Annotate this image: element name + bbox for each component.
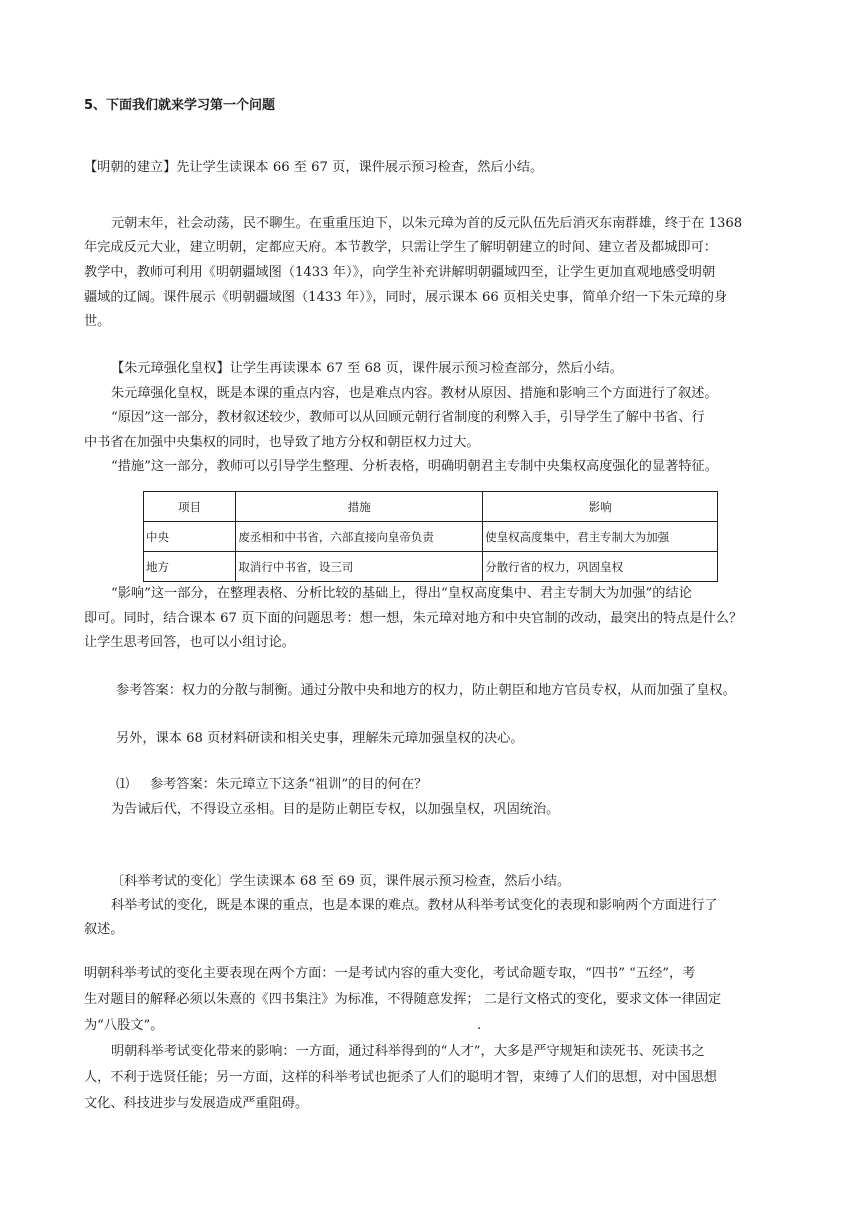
zhu-power-intro: 【朱元璋强化皇权】让学生再读课本 67 至 68 页，课件展示预习检查部分，然后小结。 [111, 361, 623, 376]
exam-line: 叙述。 [84, 922, 124, 937]
table-header-cell: 措施 [236, 492, 483, 522]
table-cell: 废丞相和中书省，六部直接向皇帝负责 [236, 522, 483, 552]
exam-effect-line: 人，不利于选贤任能；另一方面，这样的科举考试也扼杀了人们的聪明才智，束缚了人们的思想，对中国思想 [84, 1070, 717, 1085]
exam-change-line: 生对题目的解释必须以朱熹的《四书集注》为标准，不得随意发挥； 二是行文格式的变化，要求文体一律固定 [84, 992, 722, 1007]
ming-founding-line: 年完成反元大业，建立明朝，定都应天府。本节教学，只需让学生了解明朝建立的时间、建立者及都城即可： [84, 240, 717, 255]
table-cell: 分散行省的权力，巩固皇权 [483, 552, 718, 582]
influence-line: 让学生思考回答，也可以小组讨论。 [84, 635, 295, 650]
section-heading: 5、下面我们就来学习第一个问题 [84, 98, 276, 113]
zhu-power-line: 朱元璋强化皇权，既是本课的重点内容，也是难点内容。教材从原因、措施和影响三个方面进行了叙述。 [111, 386, 718, 401]
exam-line: 科举考试的变化，既是本课的重点，也是本课的难点。教材从科举考试变化的表现和影响两个方面进行了 [111, 898, 718, 913]
stray-dot: . [477, 1018, 482, 1033]
exam-effect-line: 文化、科技进步与发展造成严重阻碍。 [84, 1096, 309, 1111]
table-cell: 使皇权高度集中，君主专制大为加强 [483, 522, 718, 552]
exam-change-line: 为“八股文”。 [84, 1018, 164, 1033]
exam-change-line: 明朝科举考试的变化主要表现在两个方面：一是考试内容的重大变化，考试命题专取，“四书” “五经”，考 [84, 966, 696, 981]
extra-reading: 另外，课本 68 页材料研读和相关史事，理解朱元璋加强皇权的决心。 [116, 731, 524, 746]
table-row [144, 552, 718, 582]
influence-line: 即可。同时，结合课本 67 页下面的问题思考：想一想，朱元璋对地方和中央官制的改动，最突出的特点是什么？ [84, 611, 743, 626]
table-header-row [144, 492, 718, 522]
ming-founding-line: 元朝末年，社会动荡，民不聊生。在重重压迫下，以朱元璋为首的反元队伍先后消灭东南群雄，终于在 1368 [111, 216, 743, 231]
ming-founding-line: 疆域的辽阔。课件展示《明朝疆域图（1433 年）》，同时，展示课本 66 页相关史事，简单介绍一下朱元璋的身 [84, 290, 728, 305]
table-header-cell: 影响 [483, 492, 718, 522]
zhu-power-line: 中书省在加强中央集权的同时，也导致了地方分权和朝臣权力过大。 [84, 435, 480, 450]
reference-answer: 参考答案：权力的分散与制衡。通过分散中央和地方的权力，防止朝臣和地方官员专权，从而加强了皇权。 [116, 683, 736, 698]
ming-founding-line: 世。 [84, 314, 111, 329]
measures-table [143, 491, 718, 582]
zhu-power-line: “原因”这一部分，教材叙述较少，教师可以从回顾元朝行省制度的利弊入手，引导学生了解中书省、行 [111, 410, 705, 425]
exam-effect-line: 明朝科举考试变化带来的影响：一方面，通过科举得到的“人才”，大多是严守规矩和读死书、死读书之 [111, 1044, 705, 1059]
question-answer: 为告诫后代，不得设立丞相。目的是防止朝臣专权，以加强皇权，巩固统治。 [111, 802, 560, 817]
table-row [144, 522, 718, 552]
exam-intro: 〔科举考试的变化〕学生读课本 68 至 69 页，课件展示预习检查，然后小结。 [111, 874, 571, 889]
table-cell: 中央 [144, 522, 236, 552]
ming-founding-line: 教学中，教师可利用《明朝疆域图（1433 年）》，向学生补充讲解明朝疆域四至，让学生更加直观地感受明朝 [84, 265, 716, 280]
influence-line: “影响”这一部分，在整理表格、分析比较的基础上，得出“皇权高度集中、君主专制大为加强”的结论 [111, 586, 692, 601]
question-text: 参考答案：朱元璋立下这条“祖训”的目的何在？ [150, 777, 428, 792]
zhu-power-line: “措施”这一部分，教师可以引导学生整理、分析表格，明确明朝君主专制中央集权高度强化的显著特征。 [111, 459, 718, 474]
table-cell: 取消行中书省，设三司 [236, 552, 483, 582]
ming-founding-intro: 【明朝的建立】先让学生读课本 66 至 67 页，课件展示预习检查，然后小结。 [84, 160, 544, 175]
table-header-cell: 项目 [144, 492, 236, 522]
table-cell: 地方 [144, 552, 236, 582]
question-number: ⑴ [116, 777, 130, 792]
